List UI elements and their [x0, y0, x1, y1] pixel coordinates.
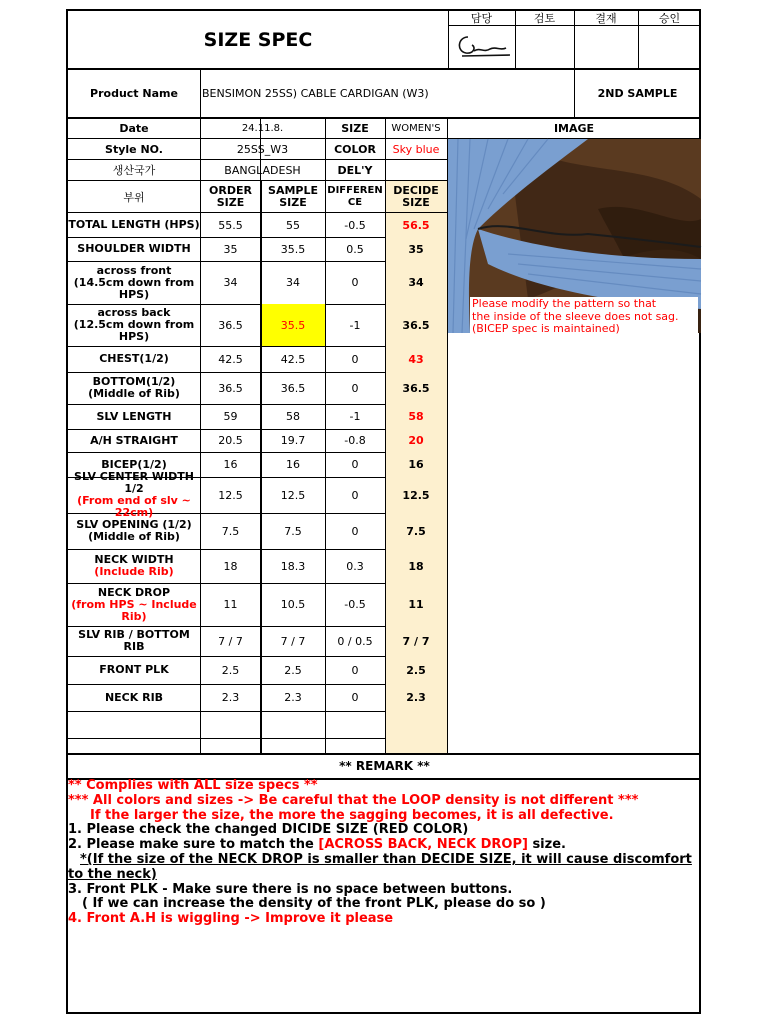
order-size-cell: 7.5: [221, 524, 240, 538]
difference-cell: -0.5: [344, 598, 366, 611]
order-size-cell: 7 / 7: [218, 634, 243, 648]
sheet-title: SIZE SPEC: [203, 28, 313, 51]
image-note-line-2: the inside of the sleeve does not sag.: [472, 309, 679, 323]
garment-photo: [448, 139, 701, 333]
spec-row-name: [68, 583, 200, 626]
date-label: Date: [119, 121, 149, 135]
image-note-line-1: Please modify the pattern so that: [472, 297, 657, 310]
col-decide-size: DECIDE SIZE: [385, 181, 447, 212]
decide-size-cell: 7.5: [406, 524, 426, 538]
decide-size-cell: 2.5: [406, 663, 426, 677]
difference-cell: 0: [351, 381, 359, 395]
difference-cell: 0.3: [346, 559, 364, 573]
style-value: 25SS_W3: [236, 142, 289, 156]
order-size-cell: 34: [223, 276, 238, 289]
difference-cell: 0: [351, 276, 359, 289]
decide-size-cell: 16: [408, 458, 424, 471]
spec-row-label: SHOULDER WIDTH: [77, 242, 191, 255]
color-value: Sky blue: [392, 142, 440, 156]
remark-line-4: 1. Please check the changed DICIDE SIZE (RED COLOR): [68, 822, 469, 838]
remark-line-6: *(If the size of the NECK DROP is smaller than DECIDE SIZE, it will cause discomfort: [80, 851, 692, 867]
sample-stage: 2ND SAMPLE: [597, 86, 678, 100]
spec-row-sublabel: (from HPS ~ Include Rib): [71, 597, 197, 623]
spec-row-name: [68, 549, 200, 583]
spec-row-label: SLV RIB / BOTTOM RIB: [78, 628, 190, 653]
approval-label-4: 승인: [658, 12, 681, 25]
difference-cell: 0: [351, 524, 359, 538]
sample-size-cell: 2.3: [284, 691, 302, 704]
spec-row-label: TOTAL LENGTH (HPS): [68, 218, 200, 231]
col-difference: DIFFERENCE: [327, 184, 383, 208]
spec-row-sublabel: (From end of slv ~ 22cm): [77, 494, 191, 519]
signature-mark: [454, 29, 514, 63]
remark-line-7: 3. Front PLK - Make sure there is no space between buttons.: [68, 881, 513, 897]
spec-row-name: [68, 372, 200, 404]
sample-size-cell: 19.7: [280, 434, 306, 447]
remark-line-8: ( If we can increase the density of the front PLK, please do so ): [82, 896, 546, 912]
sample-size-cell: 7 / 7: [280, 634, 306, 648]
product-name-label: Product Name: [90, 86, 178, 100]
sample-size-cell: 16: [286, 458, 300, 471]
spec-row-name: [68, 684, 200, 711]
decide-size-cell: 12.5: [402, 488, 430, 502]
image-label: IMAGE: [553, 121, 595, 135]
decide-size-cell: 35: [408, 242, 424, 256]
difference-cell: -0.8: [344, 434, 366, 447]
sample-size-cell: 35.5: [280, 242, 306, 256]
remark-line-3: If the larger the size, the more the sagging becomes, it is all defective.: [90, 807, 614, 823]
order-size-cell: 12.5: [218, 488, 243, 502]
spec-row-name: [68, 346, 200, 372]
date-value: 24.11.8.: [241, 122, 284, 134]
sample-size-cell: 36.5: [280, 381, 306, 395]
sample-size-cell: 55: [286, 218, 300, 232]
order-size-cell: 11: [223, 598, 238, 611]
decide-size-cell: 11: [408, 598, 424, 611]
remark-line-6b: to the neck): [68, 866, 157, 882]
difference-cell: 0: [351, 352, 359, 366]
spec-row-label: SLV LENGTH: [96, 409, 172, 423]
sample-size-cell: 42.5: [280, 352, 306, 366]
spec-row-label: SLV CENTER WIDTH 1/2: [74, 470, 194, 495]
order-size-cell: 20.5: [218, 434, 243, 447]
approval-label-1: 담당: [470, 12, 493, 25]
image-note: [472, 298, 698, 336]
spec-row-label: NECK WIDTH: [94, 553, 174, 566]
spec-row-name: [68, 304, 200, 346]
decide-size-cell: 7 / 7: [402, 634, 430, 648]
sample-size-cell: 12.5: [280, 488, 306, 502]
difference-cell: 0: [351, 458, 359, 471]
spec-row-label: FRONT PLK: [99, 663, 169, 676]
order-size-cell: 55.5: [218, 218, 243, 232]
order-size-cell: 35: [223, 242, 238, 256]
spec-row-label: SLV OPENING (1/2): [76, 518, 192, 531]
col-order-size: ORDER SIZE: [209, 183, 252, 209]
sample-size-cell: 18.3: [280, 559, 306, 573]
spec-row-name: [68, 261, 200, 304]
decide-size-cell: 58: [408, 410, 424, 423]
remark-line-5-c: size.: [527, 837, 566, 853]
difference-cell: -0.5: [344, 218, 366, 232]
spec-row-label: BICEP(1/2): [101, 457, 167, 471]
spec-row-name: [68, 656, 200, 684]
spec-row-sublabel: (14.5cm down from HPS): [73, 275, 195, 301]
sample-size-cell: 34: [286, 276, 300, 289]
spec-row-label: NECK RIB: [104, 690, 164, 704]
spec-row-label: NECK DROP: [97, 585, 171, 599]
decide-size-cell: 34: [408, 276, 424, 289]
decide-size-cell: 56.5: [402, 218, 430, 232]
order-size-cell: 2.5: [221, 663, 240, 677]
spec-row-name: [68, 213, 200, 237]
image-note-line-3: (BICEP spec is maintained): [472, 322, 620, 335]
decide-size-cell: 2.3: [406, 691, 426, 704]
spec-row-name: [68, 626, 200, 656]
decide-size-cell: 18: [408, 559, 424, 573]
style-label: Style NO.: [105, 142, 163, 156]
decide-size-cell: 36.5: [402, 318, 430, 332]
difference-cell: 0: [351, 663, 359, 677]
decide-size-cell: 36.5: [402, 381, 430, 395]
col-sample-size: SAMPLE SIZE: [268, 183, 318, 209]
color-label: COLOR: [334, 142, 376, 156]
remark-body: [68, 779, 701, 927]
sample-size-cell: 58: [286, 410, 300, 423]
dely-value: [385, 160, 447, 180]
spec-row-sublabel: (Middle of Rib): [88, 387, 180, 400]
difference-cell: 0: [351, 691, 359, 704]
spec-row-name: [68, 429, 200, 452]
spec-row-label: across back: [97, 306, 171, 319]
order-size-cell: 16: [223, 458, 238, 471]
approval-label-2: 검토: [533, 12, 556, 25]
col-part: 부위: [123, 190, 145, 204]
difference-cell: 0.5: [346, 242, 364, 256]
decide-cell-bg: [385, 711, 447, 738]
order-size-cell: 36.5: [218, 318, 243, 332]
order-size-cell: 36.5: [218, 381, 243, 395]
order-size-cell: 18: [223, 559, 238, 573]
spec-row-sublabel: (12.5cm down from HPS): [73, 318, 195, 343]
order-size-cell: 59: [223, 410, 238, 423]
remark-line-5-b: [ACROSS BACK, NECK DROP]: [318, 837, 528, 853]
spec-row-sublabel: (Middle of Rib): [88, 530, 180, 543]
remark-line-1: ** Complies with ALL size specs **: [68, 778, 318, 793]
difference-cell: 0 / 0.5: [337, 634, 373, 648]
spec-row-label: across front: [96, 263, 172, 277]
remark-line-5-a: 2. Please make sure to match the: [68, 837, 319, 853]
sample-size-cell: 35.5: [261, 304, 325, 346]
difference-cell: -1: [349, 318, 361, 332]
approval-label-3: 결재: [595, 12, 617, 25]
spec-row-label: A/H STRAIGHT: [90, 433, 178, 447]
spec-row-label: BOTTOM(1/2): [92, 375, 176, 388]
spec-row-label: CHEST(1/2): [99, 352, 169, 365]
decide-size-cell: 20: [408, 434, 424, 447]
order-size-cell: 42.5: [218, 352, 243, 366]
origin-value: BANGLADESH: [224, 163, 301, 177]
origin-label: 생산국가: [112, 164, 156, 177]
spec-row-name: [68, 404, 200, 429]
difference-cell: -1: [349, 410, 361, 423]
sample-size-cell: 10.5: [280, 598, 306, 611]
spec-row-name: [68, 470, 200, 519]
spec-row-name: [68, 513, 200, 549]
sample-size-cell: 7.5: [284, 524, 302, 538]
dely-label: DEL'Y: [337, 163, 373, 177]
remark-line-2: *** All colors and sizes -> Be careful that the LOOP density is not different ***: [68, 792, 639, 808]
spec-row-sublabel: (Include Rib): [94, 565, 174, 578]
order-size-cell: 2.3: [221, 691, 240, 704]
remark-line-9: 4. Front A.H is wiggling -> Improve it please: [68, 911, 394, 927]
remark-line-5: [68, 838, 701, 853]
size-label: SIZE: [341, 121, 369, 135]
size-value: WOMEN'S: [391, 122, 441, 134]
difference-cell: 0: [351, 488, 359, 502]
remark-title: ** REMARK **: [339, 759, 430, 773]
decide-size-cell: 43: [408, 352, 424, 366]
spec-row-name: [68, 237, 200, 261]
sample-size-cell: 2.5: [284, 663, 302, 677]
size-spec-sheet: [66, 9, 701, 1014]
product-name-value: BENSIMON 25SS) CABLE CARDIGAN (W3): [202, 86, 429, 100]
